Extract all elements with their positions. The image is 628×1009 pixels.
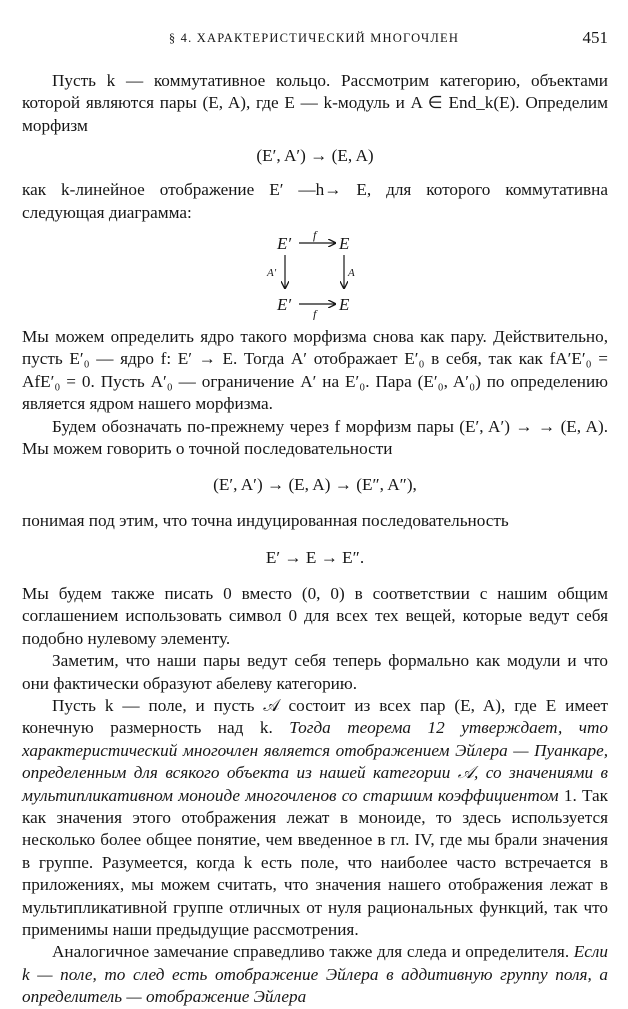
diagram-left-arrow-label: A′ bbox=[267, 267, 277, 280]
paragraph-trace-a: Аналогичное замечание справедливо также для следа и определителя. bbox=[52, 942, 570, 962]
paragraph-exact-sequence: Будем обозначать по-прежнему через f морфизм пары (E′, A′) → → (E, A). Мы можем говорить о точной последовательности bbox=[22, 416, 608, 459]
paragraph-euler-a: Пусть k — поле, и пусть 𝒜 состоит из всех пар (E, A), где E имеет конечную размерность над k. bbox=[22, 695, 608, 738]
formula-exact-sequence: (E′, A′) → (E, A) → (E″, A″), bbox=[213, 475, 417, 495]
paragraph-linear-map: как k-линейное отображение E′ —h→ E, для которого коммутативна следующая диаграмма: bbox=[22, 180, 608, 222]
paragraph-trace bbox=[22, 941, 608, 1008]
diagram-top-right: E bbox=[339, 234, 350, 254]
diagram-bottom-left: E′ bbox=[277, 295, 292, 315]
formula-morphism: (E′, A′) → (E, A) bbox=[256, 146, 374, 166]
paragraph-euler-c: 1. Так как значения этого отображения лежат в моноиде, то здесь используется несколько более общее понятие, чем введенное в гл. IV, где мы брали значения в группе. Разумеется, когда k есть поле, что наиболее часто встречается в приложениях, мы можем считать, что значения нашего отображения лежат в мультипликативной группе отличных от нуля рациональных функций, так что применимы наши предыдущие рассмотрения. bbox=[22, 785, 609, 939]
page-number: 451 bbox=[582, 28, 608, 47]
paragraph-euler-theorem: Тогда теорема 12 утверждает, что характеристический многочлен является отображением Эйлера — Пуанкаре, определенным для всякого объекта из нашей категории 𝒜, со значениями в мультипликативном моноиде многочленов со старшим коэффициентом bbox=[22, 718, 609, 805]
diagram-bottom-right: E bbox=[339, 295, 350, 315]
paragraph-induced: понимая под этим, что точна индуцированная последовательность bbox=[22, 511, 509, 531]
diagram-right-arrow-label: A bbox=[348, 267, 355, 280]
paragraph-euler bbox=[22, 695, 608, 941]
diagram-bottom-arrow-label: f bbox=[313, 307, 317, 321]
formula-induced-sequence: E′ → E → E″. bbox=[265, 547, 365, 567]
diagram-top-left: E′ bbox=[277, 234, 292, 254]
page-body bbox=[22, 70, 608, 1009]
paragraph-trace-b: Если k — поле, то след есть отображение Эйлера в аддитивную группу поля, а определитель — отображение Эйлера bbox=[22, 942, 608, 1007]
paragraph-categories: Пусть k — коммутативное кольцо. Рассмотрим категорию, объектами которой являются пары (E, A), где E — k-модуль и A ∈ End_k(E). Определим морфизм bbox=[22, 71, 608, 135]
paragraph-abelian: Заметим, что наши пары ведут себя теперь формально как модули и что они фактически образуют абелеву категорию. bbox=[22, 651, 608, 693]
paragraph-kernel: Мы можем определить ядро такого морфизма снова как пару. Действительно, пусть E′₀ — ядро f: E′ → E. Тогда A′ отображает E′₀ в себя, так как fA′E′₀ = AfE′₀ = 0. Пусть A′₀ — ограничение A′ на E′₀. Пара (E′₀, A′₀) по определению является ядром нашего морфизма. bbox=[22, 327, 608, 414]
commutative-diagram bbox=[255, 230, 375, 320]
running-head: § 4. ХАРАКТЕРИСТИЧЕСКИЙ МНОГОЧЛЕН bbox=[168, 31, 460, 45]
paragraph-zero: Мы будем также писать 0 вместо (0, 0) в соответствии с нашим общим соглашением использовать символ 0 для всех тех вещей, которые ведут себя подобно нулевому элементу. bbox=[22, 583, 608, 648]
diagram-top-arrow-label: f bbox=[313, 230, 317, 243]
page-header bbox=[0, 28, 628, 50]
